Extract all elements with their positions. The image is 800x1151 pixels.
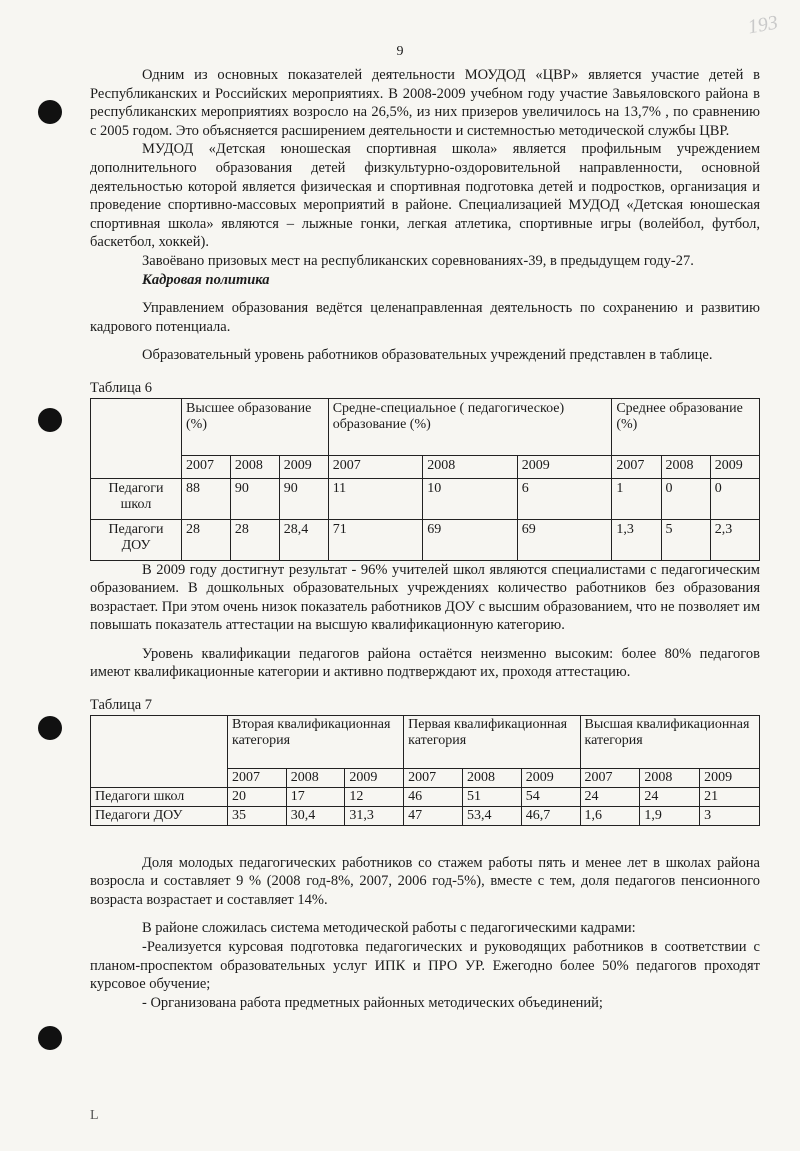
table-cell: 1,9: [640, 806, 700, 825]
row-label: Педагоги ДОУ: [91, 519, 182, 560]
paragraph: В районе сложилась система методической работы с педагогическими кадрами:: [142, 920, 636, 937]
table-cell: 21: [700, 787, 760, 806]
table-group-header: Среднее образование (%): [612, 398, 760, 455]
table-year-header: 2008: [661, 455, 710, 478]
table-cell: 90: [279, 478, 328, 519]
row-label: Педагоги школ: [91, 787, 228, 806]
table-cell: 69: [423, 519, 518, 560]
table-group-header: Вторая квалификационная категория: [228, 715, 404, 768]
table-year-header: 2007: [328, 455, 423, 478]
section-heading: Кадровая политика: [142, 271, 270, 288]
table-year-header: 2007: [404, 768, 463, 787]
table-year-header: 2009: [345, 768, 404, 787]
table-caption: Таблица 6: [90, 379, 153, 396]
table-cell: 47: [404, 806, 463, 825]
paragraph: Образовательный уровень работников образовательных учреждений представлен в таблице.: [142, 347, 713, 364]
table-qualification: [90, 715, 760, 826]
paragraph: МУДОД «Детская юношеская спортивная школа» является профильным учреждением дополнительного образования детей физкультурно-оздоровительной направленности, основной деятельностью которой является физическая и спортивная подготовка детей и подростков, организация и проведение спортивно-массовых мероприятий в районе. Специализацией МУДОД «Детская юношеская спортивная школа» являются – лыжные гонки, легкая атлетика, спортивные игры (волейбол, футбол, баскетбол, хоккей).: [90, 141, 760, 251]
paragraph: -Реализуется курсовая подготовка педагогических и руководящих работников в соответствии с планом-проспектом образовательных услуг ИПК и ПРО УР. Ежегодно более 50% педагогов проходят курсовое обучение;: [90, 939, 760, 993]
table-cell: 90: [230, 478, 279, 519]
table-group-header: Средне-специальное ( педагогическое) образование (%): [328, 398, 612, 455]
table-cell: 54: [521, 787, 580, 806]
paragraph: Управлением образования ведётся целенаправленная деятельность по сохранению и развитию кадрового потенциала.: [90, 300, 760, 335]
table-group-header: Высшая квалификационная категория: [580, 715, 759, 768]
table-row: [91, 787, 760, 806]
table-cell: 5: [661, 519, 710, 560]
table-cell: 46: [404, 787, 463, 806]
table-cell: 6: [517, 478, 612, 519]
table-year-header: 2009: [517, 455, 612, 478]
table-cell: 1: [612, 478, 661, 519]
table-cell: 71: [328, 519, 423, 560]
table-cell: 10: [423, 478, 518, 519]
table-year-header: 2008: [286, 768, 345, 787]
paragraph: Завоёвано призовых мест на республиканских соревнованиях-39, в предыдущем году-27.: [142, 252, 694, 269]
table-row: [91, 806, 760, 825]
table-year-header: 2008: [230, 455, 279, 478]
table-cell: 2,3: [710, 519, 759, 560]
table-cell: 11: [328, 478, 423, 519]
table-cell: 88: [182, 478, 231, 519]
table-cell: 69: [517, 519, 612, 560]
table-group-header: Первая квалификационная категория: [404, 715, 580, 768]
binder-hole-4: [38, 1026, 62, 1050]
table-year-header: 2009: [521, 768, 580, 787]
table-cell: 0: [661, 478, 710, 519]
table-cell: 3: [700, 806, 760, 825]
binder-hole-2: [38, 408, 62, 432]
table-cell: 24: [580, 787, 640, 806]
row-label: Педагоги ДОУ: [91, 806, 228, 825]
paragraph: В 2009 году достигнут результат - 96% учителей школ являются специалистами с педагогическим образованием. В дошкольных образовательных учреждениях количество работников без образования возрастает. При этом очень низок показатель работников ДОУ с высшим образованием, что не позволяет им повышать показатель аттестации на высшую квалификационную категорию.: [90, 561, 760, 634]
table-corner-cell: [91, 398, 182, 478]
table-cell: 51: [462, 787, 521, 806]
table-cell: 31,3: [345, 806, 404, 825]
table-cell: 0: [710, 478, 759, 519]
table-year-header: 2009: [710, 455, 759, 478]
table-cell: 1,3: [612, 519, 661, 560]
table-year-header: 2008: [423, 455, 518, 478]
table-row: [91, 478, 760, 519]
row-label: Педагоги школ: [91, 478, 182, 519]
table-year-header: 2007: [228, 768, 287, 787]
table-year-header: 2007: [612, 455, 661, 478]
table-row: [91, 519, 760, 560]
binder-hole-1: [38, 100, 62, 124]
table-cell: 28: [182, 519, 231, 560]
table-cell: 46,7: [521, 806, 580, 825]
page-number: 9: [396, 44, 404, 59]
corner-mark: 193: [746, 11, 780, 39]
page-content: [90, 66, 760, 1012]
table-cell: 28: [230, 519, 279, 560]
binder-hole-3: [38, 716, 62, 740]
table-year-header: 2007: [580, 768, 640, 787]
paragraph: Доля молодых педагогических работников со стажем работы пять и менее лет в школах района возросла и составляет 9 % (2008 год-8%, 2007, 2006 год-5%), вместе с тем, доля педагогов пенсионного возраста возрастает и составляет 14%.: [90, 854, 760, 908]
table-year-header: 2008: [462, 768, 521, 787]
table-year-header: 2008: [640, 768, 700, 787]
table-caption: Таблица 7: [90, 697, 153, 714]
table-corner-cell: [91, 715, 228, 787]
table-cell: 12: [345, 787, 404, 806]
footer-mark: L: [90, 1108, 99, 1123]
paragraph: Уровень квалификации педагогов района остаётся неизменно высоким: более 80% педагогов имеют квалификационные категории и активно подтверждают их, проходя аттестацию.: [90, 645, 760, 681]
paragraph: - Организована работа предметных районных методических объединений;: [142, 994, 603, 1011]
table-year-header: 2009: [279, 455, 328, 478]
table-year-header: 2007: [182, 455, 231, 478]
paragraph: Одним из основных показателей деятельности МОУДОД «ЦВР» является участие детей в Республиканских и Российских мероприятиях. В 2008-2009 учебном году участие Завьяловского района в республиканских мероприятиях возросло на 26,5%, из них призеров увеличилось на 13,7% , по сравнению с 2005 годом. Это объясняется расширением деятельности и системностью методической службы ЦВР.: [90, 67, 760, 139]
table-education-level: [90, 398, 760, 561]
table-year-header: 2009: [700, 768, 760, 787]
table-cell: 24: [640, 787, 700, 806]
table-cell: 1,6: [580, 806, 640, 825]
table-cell: 20: [228, 787, 287, 806]
table-cell: 35: [228, 806, 287, 825]
table-cell: 28,4: [279, 519, 328, 560]
table-group-header: Высшее образование (%): [182, 398, 329, 455]
table-cell: 17: [286, 787, 345, 806]
table-cell: 53,4: [462, 806, 521, 825]
table-cell: 30,4: [286, 806, 345, 825]
